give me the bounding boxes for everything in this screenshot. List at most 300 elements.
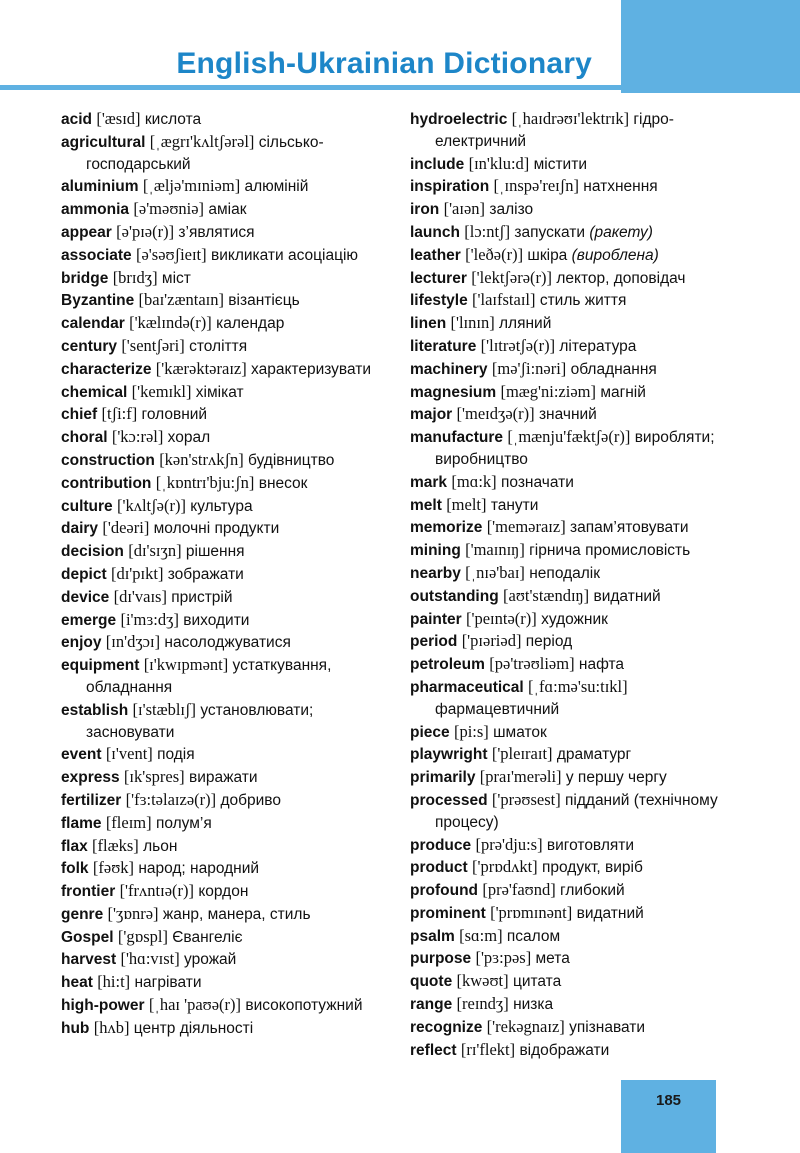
translation: підданий (технічному процесу) <box>435 791 718 831</box>
transcription: [fleɪm] <box>105 812 152 832</box>
dictionary-entry <box>410 1016 728 1039</box>
translation: характеризувати <box>251 360 372 378</box>
transcription: [tʃi:f] <box>101 404 138 424</box>
header-accent-block <box>621 0 800 93</box>
translation: льон <box>143 837 178 855</box>
headword: Byzantine <box>61 292 135 310</box>
dictionary-entry <box>61 926 386 949</box>
translation: хімікат <box>195 383 244 401</box>
translation: продукт, виріб <box>541 859 643 877</box>
headword: linen <box>410 315 447 333</box>
dictionary-entry <box>61 563 386 586</box>
transcription: [ɪk'spres] <box>123 767 185 787</box>
translation: народ; народний <box>138 860 260 878</box>
dictionary-entry <box>61 358 386 381</box>
headword: ammonia <box>61 201 130 219</box>
headword: manufacture <box>410 429 504 447</box>
translation: запам’ятовувати <box>570 519 689 537</box>
transcription: [hi:t] <box>97 972 131 992</box>
headword: recognize <box>410 1018 483 1036</box>
dictionary-entry <box>61 631 386 654</box>
dictionary-entry <box>61 517 386 540</box>
headword: high-power <box>61 997 145 1015</box>
translation: внесок <box>258 474 308 492</box>
transcription: ['pleɪraɪt] <box>491 744 553 764</box>
headword: decision <box>61 543 124 561</box>
headword: dairy <box>61 520 99 538</box>
headword: launch <box>410 223 460 241</box>
transcription: [ˌæljə'mɪniəm] <box>142 176 241 196</box>
transcription: ['kærəktəraɪz] <box>155 358 247 378</box>
translation: література <box>559 337 637 355</box>
translation: урожай <box>184 951 237 969</box>
headword: hub <box>61 1019 90 1037</box>
headword: agricultural <box>61 133 146 151</box>
dictionary-entry <box>410 970 728 993</box>
transcription: [lɔ:ntʃ] <box>464 221 511 241</box>
headword: nearby <box>410 564 461 582</box>
dictionary-entry <box>61 766 386 789</box>
headword: construction <box>61 451 155 469</box>
translation: шматок <box>493 723 547 741</box>
translation: натхнення <box>583 178 658 196</box>
headword: prominent <box>410 904 486 922</box>
transcription: [ˌægrɪ'kʌltʃərəl] <box>149 131 255 151</box>
transcription: ['frʌntɪə(r)] <box>119 881 194 901</box>
headword: appear <box>61 223 112 241</box>
translation: шкіра <box>527 246 568 264</box>
dictionary-entry <box>61 335 386 358</box>
dictionary-entry <box>61 880 386 903</box>
headword: frontier <box>61 883 116 901</box>
dictionary-entry <box>61 403 386 426</box>
dictionary-entry <box>410 426 728 471</box>
headword: lifestyle <box>410 292 468 310</box>
translation: століття <box>189 337 248 355</box>
translation: неподалік <box>529 564 601 582</box>
headword: mining <box>410 542 461 560</box>
transcription: [prə'faʊnd] <box>482 880 556 900</box>
translation: відображати <box>519 1041 610 1059</box>
dictionary-entry <box>410 153 728 176</box>
translation: сільсько-господарський <box>86 133 324 173</box>
translation: викликати асоціацію <box>210 246 359 264</box>
transcription: ['kemɪkl] <box>131 381 192 401</box>
headword: acid <box>61 111 93 128</box>
dictionary-entry <box>61 857 386 880</box>
headword: aluminium <box>61 178 139 196</box>
translation: період <box>525 633 573 651</box>
translation: календар <box>216 315 285 333</box>
headword: choral <box>61 429 108 447</box>
usage-note: (вироблена) <box>571 246 659 264</box>
translation: центр діяльності <box>133 1019 254 1037</box>
transcription: [prə'dju:s] <box>475 834 543 854</box>
headword: range <box>410 996 453 1014</box>
headword: heat <box>61 974 93 992</box>
translation: глибокий <box>560 882 625 900</box>
translation: будівництво <box>248 451 335 469</box>
dictionary-entry <box>61 586 386 609</box>
dictionary-entry <box>410 993 728 1016</box>
dictionary-entry <box>61 312 386 335</box>
dictionary-entry <box>61 108 386 131</box>
translation: виробляти; виробництво <box>435 429 715 468</box>
headword: hydroelectric <box>410 111 508 128</box>
transcription: [ˌhaɪ 'paʊə(r)] <box>148 995 242 1015</box>
dictionary-entry <box>410 267 728 290</box>
transcription: [brɪdʒ] <box>112 267 158 287</box>
translation: кислота <box>144 111 202 128</box>
dictionary-entry <box>410 358 728 381</box>
transcription: [ˌfɑ:mə'su:tɪkl] <box>528 676 628 696</box>
translation: молочні продукти <box>153 520 280 538</box>
transcription: ['lɪnɪn] <box>450 313 495 333</box>
headword: psalm <box>410 927 455 945</box>
headword: folk <box>61 860 89 878</box>
transcription: [sɑ:m] <box>459 925 503 945</box>
transcription: [baɪ'zæntaɪn] <box>138 290 224 310</box>
transcription: [ˌnɪə'baɪ] <box>465 562 525 582</box>
dictionary-entry <box>61 654 386 699</box>
dictionary-entry <box>61 175 386 198</box>
translation: хорал <box>167 429 211 447</box>
translation: з’являтися <box>178 223 255 241</box>
transcription: [ɪn'klu:d] <box>468 153 530 173</box>
headword: painter <box>410 610 462 628</box>
transcription: [ˌmænju'fæktʃə(r)] <box>507 427 631 447</box>
translation: магній <box>600 383 646 401</box>
translation: стиль життя <box>539 292 627 310</box>
headword: melt <box>410 496 442 514</box>
translation: міст <box>161 269 191 287</box>
translation: лектор, доповідач <box>556 269 686 287</box>
dictionary-entry <box>410 108 728 153</box>
dictionary-entry <box>410 335 728 358</box>
dictionary-entry <box>410 608 728 631</box>
dictionary-entry <box>410 834 728 857</box>
headword: bridge <box>61 269 109 287</box>
translation: гірнича промисловість <box>529 542 691 560</box>
transcription: ['æsɪd] <box>96 109 141 128</box>
translation: аміак <box>208 201 247 219</box>
transcription: [ɪ'vent] <box>105 744 153 764</box>
dictionary-entry <box>410 630 728 653</box>
transcription: ['kælɪndə(r)] <box>129 313 212 333</box>
headword: establish <box>61 701 129 719</box>
headword: major <box>410 406 453 424</box>
transcription: [praɪ'merəli] <box>479 767 562 787</box>
translation: видатний <box>576 904 644 922</box>
headword: mark <box>410 473 448 491</box>
transcription: [ˌhaɪdrəʊɪ'lektrɪk] <box>511 109 630 128</box>
dictionary-entry <box>410 947 728 970</box>
dictionary-entry <box>410 175 728 198</box>
translation: візантієць <box>228 292 300 310</box>
dictionary-entry <box>61 449 386 472</box>
translation: виходити <box>183 611 250 629</box>
translation: залізо <box>489 201 534 219</box>
dictionary-entry <box>61 699 386 744</box>
dictionary-entry <box>410 494 728 517</box>
translation: високопотужний <box>245 997 363 1015</box>
transcription: [melt] <box>446 494 487 514</box>
dictionary-entry <box>410 198 728 221</box>
transcription: [hʌb] <box>93 1017 130 1037</box>
transcription: [reɪndʒ] <box>456 994 509 1014</box>
translation: полум’я <box>155 814 212 832</box>
dictionary-entry <box>410 676 728 721</box>
translation: низка <box>513 996 554 1014</box>
dictionary-entry <box>61 267 386 290</box>
transcription: [dɪ'vaɪs] <box>113 586 167 606</box>
transcription: [kən'strʌkʃn] <box>159 449 244 469</box>
headword: piece <box>410 723 450 741</box>
translation: упізнавати <box>569 1018 646 1036</box>
translation: рішення <box>185 543 245 561</box>
translation: гідро-електричний <box>435 111 674 150</box>
dictionary-entry <box>410 856 728 879</box>
translation: значний <box>538 406 597 424</box>
dictionary-entry <box>61 289 386 312</box>
translation: виготовляти <box>546 836 635 854</box>
dictionary-entry <box>61 198 386 221</box>
headword: device <box>61 588 110 606</box>
transcription: ['ʒɒnrə] <box>107 903 159 923</box>
translation: містити <box>533 155 587 173</box>
dictionary-entry <box>410 403 728 426</box>
headword: reflect <box>410 1041 457 1059</box>
transcription: ['sentʃəri] <box>121 335 185 355</box>
transcription: ['kɔ:rəl] <box>111 427 164 447</box>
dictionary-entry <box>410 879 728 902</box>
headword: playwright <box>410 746 488 764</box>
transcription: ['maɪnɪŋ] <box>465 540 525 560</box>
dictionary-entry <box>410 789 728 834</box>
dictionary-entry <box>410 902 728 925</box>
transcription: ['deəri] <box>102 518 150 538</box>
transcription: ['meməraɪz] <box>486 517 566 537</box>
dictionary-entry <box>410 312 728 335</box>
transcription: ['prəʊsest] <box>491 789 561 809</box>
transcription: ['lektʃərə(r)] <box>471 267 553 287</box>
dictionary-entry <box>410 244 728 267</box>
dictionary-entry <box>61 994 386 1017</box>
headword: inspiration <box>410 178 490 196</box>
dictionary-entry <box>410 516 728 539</box>
headword: event <box>61 746 102 764</box>
headword: quote <box>410 973 453 991</box>
dictionary-entry <box>410 925 728 948</box>
translation: пристрій <box>171 588 233 606</box>
headword: outstanding <box>410 587 499 605</box>
dictionary-entry <box>61 743 386 766</box>
transcription: [ə'məʊniə] <box>133 199 205 219</box>
dictionary-entry <box>61 131 386 176</box>
transcription: ['prɒmɪnənt] <box>490 902 573 922</box>
dictionary-entry <box>61 948 386 971</box>
transcription: [ə'pɪə(r)] <box>116 221 175 241</box>
headword: flame <box>61 814 102 832</box>
translation: добриво <box>220 791 281 809</box>
dictionary-entry <box>61 971 386 994</box>
headword: calendar <box>61 315 125 333</box>
translation: танути <box>490 496 539 514</box>
headword: literature <box>410 337 477 355</box>
transcription: [mæg'ni:ziəm] <box>500 381 596 401</box>
headword: profound <box>410 882 479 900</box>
dictionary-entry <box>410 471 728 494</box>
translation: нафта <box>578 656 625 674</box>
dictionary-entry <box>410 221 728 244</box>
translation: установлювати; засновувати <box>86 701 314 741</box>
headword: associate <box>61 246 132 264</box>
transcription: [ə'səʊʃieɪt] <box>135 244 207 264</box>
dictionary-entry <box>410 1039 728 1062</box>
transcription: [pə'trəʊliəm] <box>489 654 575 674</box>
headword: equipment <box>61 657 140 675</box>
headword: primarily <box>410 769 476 787</box>
headword: enjoy <box>61 634 102 652</box>
dictionary-entry <box>61 789 386 812</box>
headword: pharmaceutical <box>410 678 524 696</box>
transcription: [i'mɜ:dʒ] <box>120 609 179 629</box>
headword: fertilizer <box>61 791 122 809</box>
transcription: ['prɒdʌkt] <box>472 857 538 877</box>
dictionary-entry <box>410 766 728 789</box>
transcription: [pi:s] <box>453 721 489 741</box>
transcription: [ˌɪnspə'reɪʃn] <box>493 176 579 196</box>
page-title: English-Ukrainian Dictionary <box>176 47 592 80</box>
headword: include <box>410 155 465 173</box>
translation: художник <box>541 610 608 628</box>
headword: harvest <box>61 951 117 969</box>
transcription: ['laɪfstaɪl] <box>472 290 536 310</box>
transcription: ['gɒspl] <box>117 926 168 946</box>
translation: псалом <box>506 927 561 945</box>
transcription: ['fɜ:təlaɪzə(r)] <box>125 789 217 809</box>
dictionary-entry <box>410 289 728 312</box>
translation: зображати <box>167 565 244 583</box>
dictionary-entry <box>61 609 386 632</box>
dictionary-entry <box>410 562 728 585</box>
transcription: ['leðə(r)] <box>465 244 524 264</box>
dictionary-entry <box>61 472 386 495</box>
translation: мета <box>535 950 570 968</box>
transcription: [ɪ'stæblɪʃ] <box>132 699 196 719</box>
headword: processed <box>410 791 488 809</box>
transcription: ['pɪəriəd] <box>461 631 522 651</box>
headword: depict <box>61 565 107 583</box>
transcription: ['meɪdʒə(r)] <box>456 404 535 424</box>
transcription: [mɑ:k] <box>451 471 497 491</box>
headword: petroleum <box>410 656 485 674</box>
translation: позначати <box>500 473 574 491</box>
headword: chief <box>61 406 98 424</box>
dictionary-entry <box>410 743 728 766</box>
headword: century <box>61 337 117 355</box>
headword: leather <box>410 246 461 264</box>
translation: головний <box>141 406 208 424</box>
dictionary-entry <box>410 539 728 562</box>
transcription: [rɪ'flekt] <box>460 1039 516 1059</box>
dictionary-entry <box>61 1017 386 1040</box>
translation: Євангеліє <box>172 928 243 946</box>
headword: genre <box>61 905 104 923</box>
transcription: ['peɪntə(r)] <box>466 608 537 628</box>
headword: machinery <box>410 360 488 378</box>
headword: flax <box>61 837 88 855</box>
page-number-tab <box>621 1080 716 1153</box>
translation: нагрівати <box>134 974 202 992</box>
headword: memorize <box>410 519 483 537</box>
transcription: ['kʌltʃə(r)] <box>117 495 186 515</box>
transcription: [dɪ'sɪʒn] <box>128 541 182 561</box>
translation: насолоджуватися <box>164 634 291 652</box>
translation: лляний <box>499 315 552 333</box>
translation: кордон <box>198 883 249 901</box>
translation: виражати <box>188 769 258 787</box>
transcription: ['hɑ:vɪst] <box>120 949 180 969</box>
headword: magnesium <box>410 383 497 401</box>
transcription: [fəʊk] <box>92 858 134 878</box>
translation: драматург <box>556 746 632 764</box>
translation: подія <box>157 746 195 764</box>
translation: обладнання <box>570 360 657 378</box>
transcription: [mə'ʃi:nəri] <box>491 358 567 378</box>
transcription: [ɪn'dʒɔɪ] <box>105 632 161 652</box>
translation: фармацевтичний <box>435 700 560 718</box>
transcription: [aʊt'stændɪŋ] <box>503 585 590 605</box>
headword: product <box>410 859 468 877</box>
translation: культура <box>190 497 253 515</box>
dictionary-entry <box>61 835 386 858</box>
headword: lecturer <box>410 269 467 287</box>
headword: characterize <box>61 360 152 378</box>
dictionary-column-left <box>61 108 386 1040</box>
transcription: ['rekəgnaɪz] <box>486 1016 565 1036</box>
usage-note: (ракету) <box>589 223 653 241</box>
headword: emerge <box>61 611 117 629</box>
translation: алюміній <box>244 178 309 196</box>
headword: contribution <box>61 474 152 492</box>
translation: цитата <box>512 973 562 991</box>
headword: culture <box>61 497 113 515</box>
transcription: ['aɪən] <box>443 199 486 219</box>
transcription: [flæks] <box>92 835 139 855</box>
headword: chemical <box>61 383 128 401</box>
title-underline <box>0 85 621 90</box>
transcription: [ˌkɒntrɪ'bju:ʃn] <box>155 472 255 492</box>
dictionary-entry <box>61 903 386 926</box>
headword: Gospel <box>61 928 114 946</box>
transcription: [ɪ'kwɪpmənt] <box>143 655 229 675</box>
dictionary-entry <box>61 221 386 244</box>
page-number: 185 <box>655 1092 682 1109</box>
headword: iron <box>410 201 440 219</box>
headword: purpose <box>410 950 472 968</box>
transcription: ['lɪtrətʃə(r)] <box>480 335 556 355</box>
transcription: [kwəʊt] <box>456 971 509 991</box>
dictionary-entry <box>61 244 386 267</box>
dictionary-entry <box>410 585 728 608</box>
dictionary-column-right <box>410 108 728 1061</box>
dictionary-entry <box>410 381 728 404</box>
headword: produce <box>410 836 472 854</box>
headword: period <box>410 633 458 651</box>
dictionary-entry <box>61 812 386 835</box>
headword: express <box>61 769 120 787</box>
